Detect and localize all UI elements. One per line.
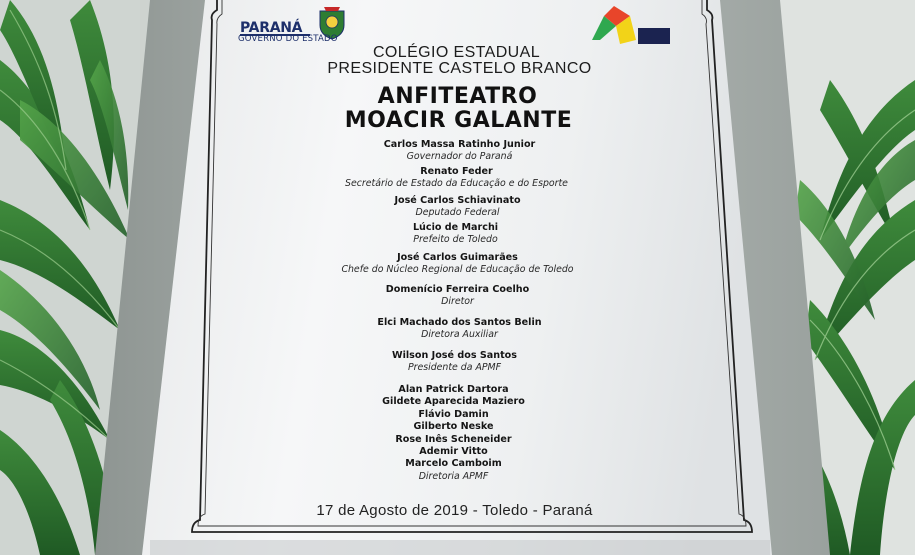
- honoree-name: MOACIR GALANTE: [344, 108, 573, 133]
- official-role: Diretor: [441, 296, 474, 307]
- official-entry: [0, 284, 915, 308]
- official-entry: [0, 195, 915, 219]
- board-role: Diretoria APMF: [418, 470, 489, 482]
- board-member-name: Gildete Aparecida Maziero: [382, 396, 525, 408]
- official-entry: [0, 222, 913, 246]
- state-subtitle: GOVERNO DO ESTADO: [238, 34, 338, 44]
- state-name: PARANÁ: [240, 20, 303, 36]
- official-name: Renato Feder: [420, 166, 493, 177]
- official-entry: [2, 317, 915, 341]
- official-entry: [2, 139, 915, 163]
- official-name: Lúcio de Marchi: [412, 222, 499, 233]
- official-name: José Carlos Schiavinato: [394, 195, 521, 206]
- official-role: Chefe do Núcleo Regional de Educação de Toledo: [341, 264, 574, 275]
- board-member-name: Alan Patrick Dartora: [398, 384, 509, 395]
- board-member-name: Flávio Damin: [418, 408, 489, 420]
- official-role: Deputado Federal: [415, 207, 500, 218]
- amphitheater-title: ANFITEATRO: [377, 84, 538, 109]
- official-role: Secretário de Estado da Educação e do Esporte: [345, 178, 568, 189]
- official-role: Governador do Paraná: [406, 151, 513, 162]
- official-name: Wilson José dos Santos: [392, 350, 517, 361]
- official-name: José Carlos Guimarães: [397, 252, 518, 263]
- official-role: Diretora Auxiliar: [421, 329, 498, 340]
- school-name-line-2: PRESIDENTE CASTELO BRANCO: [327, 60, 592, 77]
- official-role: Presidente da APMF: [407, 362, 502, 373]
- board-member-name: Gilberto Neske: [413, 421, 494, 433]
- official-name: Domenício Ferreira Coelho: [385, 284, 530, 295]
- school-name-line-1: COLÉGIO ESTADUAL: [372, 44, 541, 61]
- official-name: Carlos Massa Ratinho Junior: [383, 139, 536, 150]
- official-entry: [0, 252, 915, 276]
- official-name: Elci Machado dos Santos Belin: [377, 317, 542, 328]
- official-entry: [0, 166, 914, 190]
- official-entry: [0, 350, 912, 374]
- inauguration-dateline: 17 de Agosto de 2019 - Toledo - Paraná: [316, 502, 593, 519]
- board-member-name: Marcelo Camboim: [405, 458, 502, 470]
- school-logo-graphic: [590, 4, 675, 48]
- board-member-name: Rose Inês Scheneider: [395, 433, 512, 445]
- board-member-name: Ademir Vitto: [419, 446, 488, 458]
- board-members: [0, 384, 911, 483]
- official-role: Prefeito de Toledo: [413, 234, 498, 245]
